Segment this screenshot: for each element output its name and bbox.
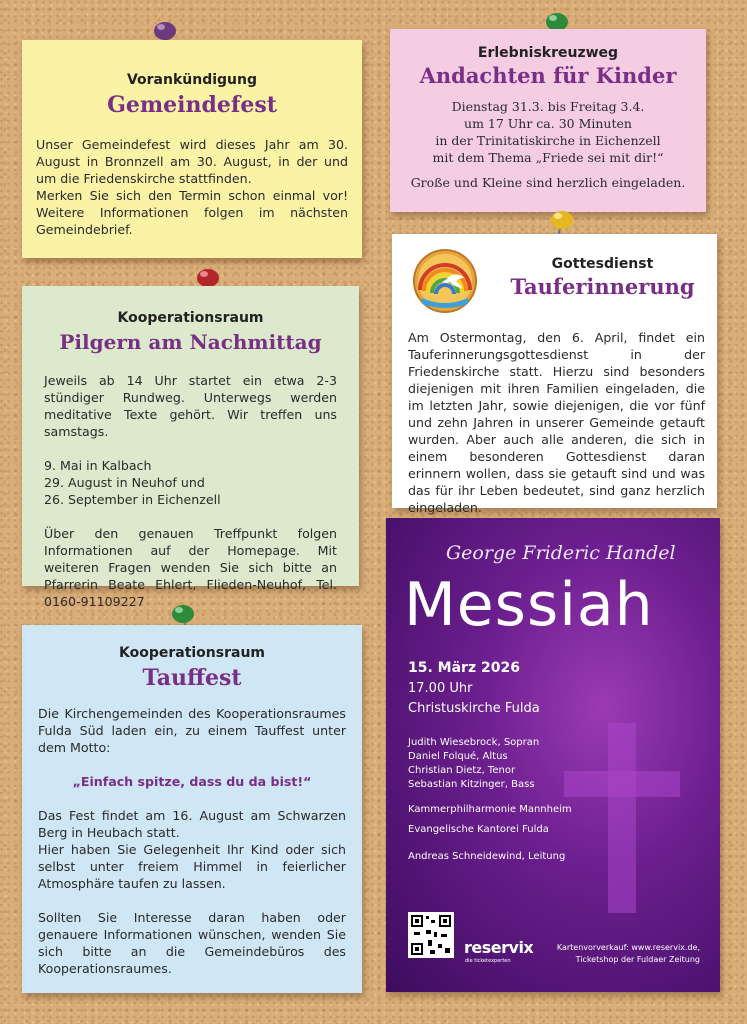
- motto: „Einfach spitze, dass du da bist!“: [72, 774, 312, 789]
- presale-info: Ticketshop der Fuldaer Zeitung: [575, 955, 700, 964]
- date-item: 26. September in Eichenzell: [44, 492, 221, 507]
- composer-signature: George Frideric Handel: [446, 542, 676, 564]
- note-paragraph: Unser Gemeindefest wird dieses Jahr am 30. August in Bronnzell am 30. August, in der und um die Friedenskirche stattfinden.: [36, 137, 348, 186]
- note-title: Tauferinnerung: [510, 274, 695, 299]
- note-paragraph: Am Ostermontag, den 6. April, findet ein Tauferinnerungsgottesdienst in der Friedenskirche statt. Hierzu sind besonders diejenigen mit ihren Familien eingeladen, die im letzten Jahr, sowie diejenigen, die vor fünf und zehn Jahren in unserer Gemeinde getauft wurden. Aber auch alle anderen, die sich in einem besonderen Gottesdienst daran erinnern wollen, dass sie getauft sind und was das für ihr Leben bedeutet, sind ganz herzlich eingeladen.: [408, 330, 705, 515]
- note-tauffest: [22, 625, 362, 993]
- concert-poster: [386, 518, 720, 992]
- note-title: Gemeindefest: [107, 92, 277, 118]
- schedule-line: mit dem Thema „Friede sei mit dir!“: [432, 150, 664, 165]
- note-title: Andachten für Kinder: [419, 63, 677, 88]
- concert-date: 15. März 2026: [408, 660, 520, 676]
- note-paragraph: Jeweils ab 14 Uhr startet ein etwa 2-3 stündiger Rundweg. Unterwegs werden meditative Texte gehört. Wir treffen uns samstags.: [44, 373, 337, 439]
- ensemble: Kammerphilharmonie Mannheim: [408, 804, 572, 815]
- brand-logo: reservix: [464, 938, 534, 957]
- poster-title: Messiah: [404, 570, 654, 640]
- note-kicker: Erlebniskreuzweg: [477, 45, 619, 61]
- schedule-line: Dienstag 31.3. bis Freitag 3.4.: [451, 99, 645, 114]
- note-title: Pilgern am Nachmittag: [59, 330, 322, 354]
- date-item: 29. August in Neuhof und: [44, 475, 205, 490]
- note-paragraph: Über den genauen Treffpunkt folgen Informationen auf der Homepage. Mit weiteren Fragen wenden Sie sich bitte an Pfarrerin Beate Ehlert, Flieden-Neuhof, Tel. 0160-91109227: [44, 526, 337, 609]
- note-tauferinnerung: [392, 234, 717, 515]
- note-kicker: Kooperationsraum: [117, 310, 264, 326]
- note-kicker: Vorankündigung: [126, 72, 258, 88]
- note-paragraph: Hier haben Sie Gelegenheit Ihr Kind oder sich selbst unter freiem Himmel in feierlicher Atmosphäre taufen zu lassen.: [38, 842, 346, 891]
- concert-time: 17.00 Uhr: [408, 681, 473, 696]
- soloist: Daniel Folqué, Altus: [408, 751, 508, 762]
- qr-code-icon: [408, 912, 454, 962]
- note-paragraph: Die Kirchengemeinden des Kooperationsraumes Fulda Süd laden ein, zu einem Tauffest unter dem Motto:: [38, 706, 346, 755]
- soloist: Sebastian Kitzinger, Bass: [408, 779, 535, 790]
- schedule-line: in der Trinitatiskirche in Eichenzell: [435, 133, 661, 148]
- soloist: Christian Dietz, Tenor: [408, 765, 516, 776]
- soloist: Judith Wiesebrock, Sopran: [408, 737, 540, 748]
- presale-info: Kartenvorverkauf: www.reservix.de,: [556, 943, 700, 952]
- note-kicker: Gottesdienst: [551, 256, 654, 272]
- brand-tagline: die ticketexperten: [465, 958, 511, 964]
- ensemble: Evangelische Kantorei Fulda: [408, 824, 549, 835]
- note-paragraph: Sollten Sie Interesse daran haben oder genauere Informationen wünschen, wenden Sie sich bitte an die Gemeindebüros des Kooperationsraumes.: [38, 910, 346, 976]
- invitation-line: Große und Kleine sind herzlich eingeladen.: [410, 175, 686, 190]
- concert-venue: Christuskirche Fulda: [408, 701, 540, 716]
- date-item: 9. Mai in Kalbach: [44, 458, 152, 473]
- note-gemeindefest: [22, 40, 362, 258]
- schedule-line: um 17 Uhr ca. 30 Minuten: [464, 116, 632, 131]
- conductor: Andreas Schneidewind, Leitung: [408, 851, 566, 862]
- note-paragraph: Merken Sie sich den Termin schon einmal vor! Weitere Informationen folgen im nächsten Gemeindebrief.: [36, 188, 348, 237]
- note-title: Tauffest: [142, 665, 242, 691]
- note-pilgern: [22, 286, 359, 609]
- note-kicker: Kooperationsraum: [118, 645, 266, 661]
- rainbow-dove-icon: [412, 248, 478, 318]
- note-paragraph: Das Fest findet am 16. August am Schwarzen Berg in Heubach statt.: [38, 808, 346, 840]
- note-kinderandachten: [390, 29, 706, 212]
